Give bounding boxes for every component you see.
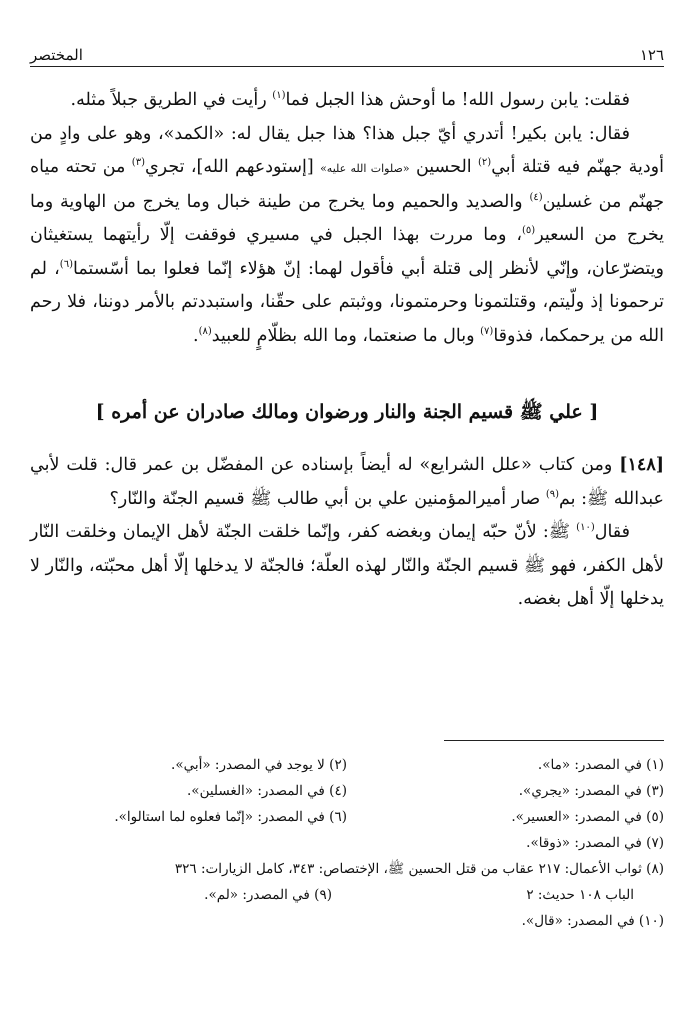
- text-run: رأيت في الطريق جبلاً مثله.: [70, 90, 273, 110]
- text-run: الحسين: [409, 157, 479, 177]
- header-rule: [30, 66, 664, 67]
- footnote-marker: (٤): [529, 191, 543, 203]
- footnote-marker: (١٠): [576, 522, 595, 534]
- footnote-rule: [444, 740, 664, 741]
- footnote-6: (٦) في المصدر: «إنّما فعلوه لما استالوا».: [114, 809, 347, 825]
- footnote-row: [30, 752, 664, 778]
- footnote-row: [30, 778, 664, 804]
- footnote-8: (٨) ثواب الأعمال: ٢١٧ عقاب من قتل الحسين ﷺ، الإختصاص: ٣٤٣، كامل الزيارات: ٣٢٦: [174, 861, 664, 877]
- footnote-4: (٤) في المصدر: «الغسلين».: [187, 783, 347, 799]
- section-title: [ علي ﷺ قسيم الجنة والنار ورضوان ومالك صادران عن أمره ]: [95, 401, 599, 423]
- text-run: فقال: يابن بكير! أتدري أيّ جبل هذا؟ هذا جبل يقال له: «الكمد»، وهو على وادٍ من أودية جهنّم فيه قتلة أبي: [30, 123, 664, 177]
- text-run: .: [193, 325, 199, 346]
- hadith-number: [١٤٨]: [619, 455, 664, 475]
- footnote-10: (١٠) في المصدر: «قال».: [521, 913, 664, 929]
- text-run: والصديد والحميم وما يخرج من طينة خبال وما يخرج من الهاوية وما يخرج من السعير: [30, 191, 664, 245]
- text-run: صار أميرالمؤمنين علي بن أبي طالب ﷺ قسيم الجنّة والنّار؟: [109, 488, 546, 509]
- footnote-marker: (٧): [480, 325, 494, 337]
- text-run: من تحته مياه جهنّم من غسلين: [30, 157, 665, 212]
- text-run: ، لم ترحمونا إذ ولّيتم، وقتلتمونا وحرمتمونا، ووثبتم على حقّنا، واستبددتم بالأمر دوننا، فلا رحم الله من يرحمكما، فذوقا: [30, 258, 664, 346]
- footnote-marker: (٢): [478, 157, 492, 169]
- text-run: وبال ما صنعتما، وما الله بظلّامٍ للعبيد: [211, 325, 481, 346]
- text-run: ، وما مررت بهذا الجبل في مسيري فوقفت إلّا رأيتهما يستغيثان ويتضرّعان، وإنّي لأنظر إلى قتلة أبي فأقول لهما: إنّ هؤلاء إنّما فعلوا بما أسّستما: [30, 225, 664, 279]
- text-run: فقال: [594, 522, 630, 542]
- footnote-marker: (٥): [522, 225, 536, 237]
- hadith-paragraph: [30, 449, 664, 516]
- footnote-marker: (٨): [198, 325, 212, 337]
- text-run: ﷺ: لأنّ حبّه إيمان وبغضه كفر، وإنّما خلقت الجنّة لأهل الإيمان وخلقت النّار لأهل الكفر، فهو ﷺ قسيم الجنّة والنّار لهذه العلّة؛ فالجنّة لا يدخلها إلّا أهل محبّته، والنّار لا يدخلها إلّا أهل بغضه.: [30, 522, 664, 609]
- footnote-3: (٣) في المصدر: «يجري».: [518, 783, 664, 799]
- page-number: ١٢٦: [639, 46, 664, 64]
- honorific-text: «صلوات الله عليه»: [320, 162, 410, 175]
- footnote-marker: (١): [272, 90, 286, 102]
- hadith-answer: [30, 516, 664, 617]
- footnote-marker: (٩): [545, 488, 560, 500]
- text-run: فقلت: يابن رسول الله! ما أوحش هذا الجبل فما: [285, 90, 630, 110]
- text-run: [إستودعهم الله]، تجري: [144, 157, 321, 177]
- page-header: [30, 38, 664, 64]
- text-run: ومن كتاب «علل الشرايع» له أيضاً بإسناده عن المفضّل بن عمر قال: قلت لأبي عبدالله ﷺ: بم: [30, 455, 664, 509]
- footnote-marker: (٣): [131, 157, 145, 169]
- main-text: [30, 84, 664, 617]
- footnote-1: (١) في المصدر: «ما».: [537, 757, 664, 773]
- paragraph-2: [30, 118, 664, 354]
- paragraph-1: [30, 84, 664, 118]
- hadith-text: [30, 455, 664, 509]
- footnote-7: (٧) في المصدر: «ذوقا».: [526, 835, 664, 851]
- footnote-9: (٩) في المصدر: «لم».: [204, 887, 332, 903]
- footnote-2: (٢) لا يوجد في المصدر: «أبي».: [171, 757, 347, 773]
- footnote-5: (٥) في المصدر: «العسير».: [511, 809, 664, 825]
- footnote-row: [30, 804, 664, 830]
- footnote-row: [30, 882, 664, 908]
- book-title: المختصر: [30, 46, 83, 64]
- footnote-marker: (٦): [59, 258, 73, 270]
- footnotes: [30, 752, 664, 934]
- footnote-8-continued: الباب ١٠٨ حديث: ٢: [526, 887, 634, 903]
